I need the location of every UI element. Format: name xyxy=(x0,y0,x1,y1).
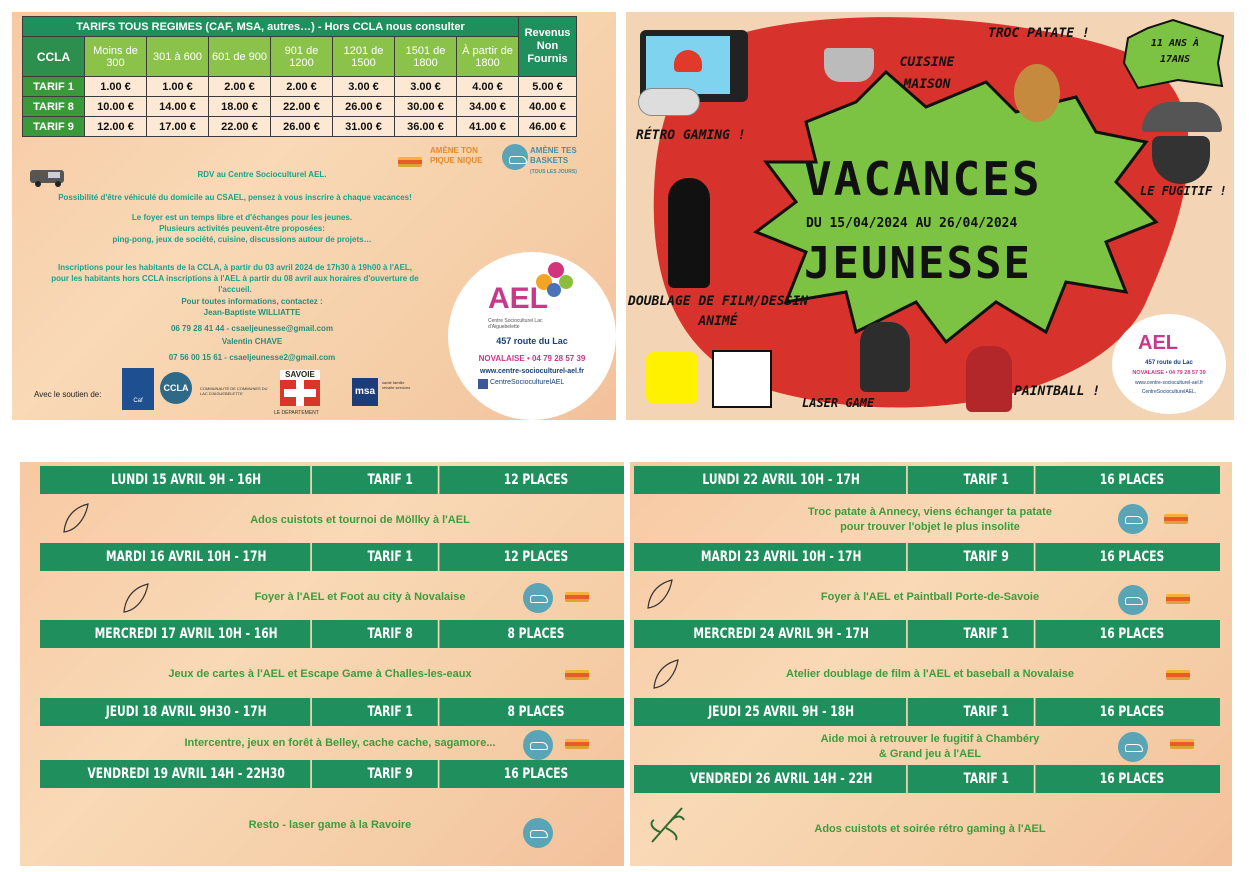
day-bar xyxy=(40,698,624,726)
shoe-icon xyxy=(1118,504,1148,534)
ael-logo-circle xyxy=(448,252,616,420)
contact-name-1: Jean-Baptiste WILLIATTE xyxy=(203,308,301,317)
amene-pique-nique: AMÈNE TON PIQUE NIQUE xyxy=(430,146,483,165)
cell: 26.00 € xyxy=(333,97,395,117)
day-bar xyxy=(40,760,624,788)
cell: 40.00 € xyxy=(519,97,577,117)
leaf-icon xyxy=(644,578,674,612)
shoe-icon xyxy=(523,730,553,760)
amene-baskets-label: AMÈNE TES BASKETS xyxy=(530,146,577,165)
col-header: 1201 de 1500 xyxy=(333,37,395,77)
shoe-icon xyxy=(1118,732,1148,762)
inscription-line3: l'accueil. xyxy=(218,285,252,294)
shoe-icon xyxy=(523,583,553,613)
day-places: 16 PLACES xyxy=(1099,626,1165,642)
cooking-pot-icon xyxy=(824,48,874,82)
cell: 34.00 € xyxy=(457,97,519,117)
ael-logo-small xyxy=(1112,314,1226,414)
leaf-icon xyxy=(650,658,680,692)
poster-retro: RÉTRO GAMING ! xyxy=(636,128,746,143)
ael-facebook[interactable]: CentreSocioculturelAEL xyxy=(490,379,565,386)
day-places: 8 PLACES xyxy=(507,704,565,720)
msa-logo: msa xyxy=(352,378,378,406)
rdv-text: RDV au Centre Socioculturel AEL. xyxy=(197,170,327,179)
day-label: LUNDI 15 AVRIL 9H - 16H xyxy=(62,466,312,494)
table-row xyxy=(23,77,577,97)
cell: 2.00 € xyxy=(209,77,271,97)
cell: 1.00 € xyxy=(85,77,147,97)
ael-web-small[interactable]: www.centre-socioculturel-ael.fr xyxy=(1134,380,1204,386)
shoe-icon xyxy=(523,818,553,848)
cell: 2.00 € xyxy=(271,77,333,97)
day-tarif: TARIF 8 xyxy=(343,620,440,648)
amene-baskets xyxy=(530,146,588,177)
foyer-line1: Le foyer est un temps libre et d'échanges pour les jeunes. xyxy=(131,213,353,222)
col-header: 1501 de 1800 xyxy=(395,37,457,77)
row-label: TARIF 8 xyxy=(23,97,85,117)
col-header: 601 de 900 xyxy=(209,37,271,77)
day-activity: Intercentre, jeux en forêt à Belley, cache cache, sagamore... xyxy=(184,737,496,749)
caf-logo-text: Caf xyxy=(133,398,143,404)
cell: 22.00 € xyxy=(209,117,271,137)
day-tarif: TARIF 1 xyxy=(939,765,1036,793)
day-bar xyxy=(40,466,624,494)
contact-phone-1: 06 79 28 41 44 - csaeljeunesse@gmail.com xyxy=(170,324,334,333)
ccla-header: CCLA xyxy=(23,37,85,77)
day-places: 16 PLACES xyxy=(1099,704,1165,720)
cell: 36.00 € xyxy=(395,117,457,137)
sandwich-icon xyxy=(1166,670,1190,680)
cell: 46.00 € xyxy=(519,117,577,137)
cell: 5.00 € xyxy=(519,77,577,97)
vehicule-text: Possibilité d'être véhiculé du domicile au CSAEL, pensez à vous inscrire à chaque vacances! xyxy=(58,193,412,202)
ael-address: 457 route du Lac xyxy=(496,336,568,346)
day-bar xyxy=(634,765,1220,793)
day-tarif: TARIF 9 xyxy=(343,760,440,788)
col-header: Moins de 300 xyxy=(85,37,147,77)
inscription-line2: pour les habitants hors CCLA inscriptions à l'AEL à partir du 08 avril aux horaires d'ouverture de xyxy=(51,274,419,283)
table-row xyxy=(23,117,577,137)
col-header: À partir de 1800 xyxy=(457,37,519,77)
cell: 31.00 € xyxy=(333,117,395,137)
col-header: 301 à 600 xyxy=(147,37,209,77)
poster-fugitif: LE FUGITIF ! xyxy=(1140,184,1227,198)
day-tarif: TARIF 1 xyxy=(343,698,440,726)
hat-icon xyxy=(1142,102,1222,132)
day-activity: Atelier doublage de film à l'AEL et baseball a Novalaise xyxy=(786,668,1074,680)
day-activity: Troc patate à Annecy, viens échanger ta patate xyxy=(808,506,1052,518)
soutien-label: Avec le soutien de: xyxy=(34,390,102,399)
cell: 30.00 € xyxy=(395,97,457,117)
snapchat-qr-icon[interactable] xyxy=(646,352,698,404)
cell: 22.00 € xyxy=(271,97,333,117)
inscription-line1: Inscriptions pour les habitants de la CCLA, à partir du 03 avril 2024 de 17h30 à 19h00 à l'AEL, xyxy=(57,263,413,272)
poster-panel xyxy=(626,12,1234,420)
day-label: MARDI 23 AVRIL 10H - 17H xyxy=(656,543,908,571)
amene-baskets-sub: (TOUS LES JOURS) xyxy=(530,169,577,175)
day-places: 16 PLACES xyxy=(503,766,569,782)
contact-label: Pour toutes informations, contactez : xyxy=(181,297,323,306)
day-activity: Jeux de cartes à l'AEL et Escape Game à Challes-les-eaux xyxy=(168,668,472,680)
poster-doublage: DOUBLAGE DE FILM/DESSIN ANIMÉ xyxy=(628,294,809,329)
caf-logo xyxy=(122,368,154,410)
cell: 3.00 € xyxy=(395,77,457,97)
day-bar xyxy=(634,620,1220,648)
day-label: MARDI 16 AVRIL 10H - 17H xyxy=(62,543,312,571)
paintball-player-icon xyxy=(966,346,1012,412)
savoie-logo xyxy=(280,370,320,406)
instagram-qr-icon[interactable] xyxy=(712,350,772,408)
potato-icon xyxy=(1014,64,1060,122)
day-activity-line2: pour trouver l'objet le plus insolite xyxy=(840,521,1020,533)
savoie-sub: LE DÉPARTEMENT xyxy=(274,410,319,416)
sandwich-icon xyxy=(398,157,422,167)
foyer-line3: ping-pong, jeux de société, cuisine, discussions autour de projets… xyxy=(112,235,372,244)
cell: 1.00 € xyxy=(147,77,209,97)
shoe-icon xyxy=(502,144,528,170)
contact-name-2: Valentin CHAVE xyxy=(221,337,283,346)
day-places: 16 PLACES xyxy=(1099,549,1165,565)
leaf-icon xyxy=(120,582,150,616)
poster-title-jeunesse: JEUNESSE xyxy=(804,238,1032,289)
ael-sub: Centre Socioculturel Lac d'Aiguebelette xyxy=(488,318,543,330)
day-activity-line2: & Grand jeu à l'AEL xyxy=(878,748,982,760)
day-label: JEUDI 18 AVRIL 9H30 - 17H xyxy=(62,698,312,726)
row-label: TARIF 9 xyxy=(23,117,85,137)
ael-web[interactable]: www.centre-socioculturel-ael.fr xyxy=(480,368,584,375)
day-activity: Ados cuistots et tournoi de Möllky à l'AEL xyxy=(250,514,470,526)
cell: 18.00 € xyxy=(209,97,271,117)
ael-address-small: 457 route du Lac xyxy=(1145,360,1193,366)
ael-phone-small: NOVALAISE • 04 79 28 57 39 xyxy=(1132,370,1206,376)
day-label: LUNDI 22 AVRIL 10H - 17H xyxy=(656,466,908,494)
table-row xyxy=(23,97,577,117)
cell: 10.00 € xyxy=(85,97,147,117)
day-places: 16 PLACES xyxy=(1099,771,1165,787)
day-label: VENDREDI 19 AVRIL 14H - 22H30 xyxy=(62,760,312,788)
day-tarif: TARIF 1 xyxy=(939,466,1036,494)
sandwich-icon xyxy=(565,739,589,749)
day-label: JEUDI 25 AVRIL 9H - 18H xyxy=(656,698,908,726)
dubbing-actor-icon xyxy=(668,178,710,288)
day-bar xyxy=(634,698,1220,726)
savoie-label: SAVOIE xyxy=(280,370,320,380)
day-activity: Resto - laser game à la Ravoire xyxy=(248,819,412,831)
facebook-icon xyxy=(478,379,488,389)
poster-troc: TROC PATATE ! xyxy=(988,26,1090,41)
day-label: MERCREDI 17 AVRIL 10H - 16H xyxy=(62,620,312,648)
poster-age: 11 ANS À 17ANS xyxy=(1150,38,1200,65)
day-activity: Aide moi à retrouver le fugitif à Chambéry xyxy=(820,733,1040,745)
day-bar xyxy=(634,543,1220,571)
day-places: 16 PLACES xyxy=(1099,472,1165,488)
cell: 12.00 € xyxy=(85,117,147,137)
day-activity: Ados cuistots et soirée rétro gaming à l'AEL xyxy=(814,823,1046,835)
day-tarif: TARIF 9 xyxy=(939,543,1036,571)
day-label: MERCREDI 24 AVRIL 9H - 17H xyxy=(656,620,908,648)
day-label: VENDREDI 26 AVRIL 14H - 22H xyxy=(656,765,908,793)
cell: 4.00 € xyxy=(457,77,519,97)
laser-soldier-icon xyxy=(860,322,910,392)
day-bar xyxy=(634,466,1220,494)
sandwich-icon xyxy=(1164,514,1188,524)
plant-icon xyxy=(646,802,690,846)
poster-title-vacances: VACANCES xyxy=(804,152,1042,206)
foyer-line2: Plusieurs activités peuvent-être proposées: xyxy=(159,224,325,233)
day-bar xyxy=(40,620,624,648)
day-tarif: TARIF 1 xyxy=(343,543,440,571)
ael-phone: NOVALAISE • 04 79 28 57 39 xyxy=(478,354,586,363)
day-tarif: TARIF 1 xyxy=(939,620,1036,648)
sandwich-icon xyxy=(565,592,589,602)
poster-cuisine: CUISINE MAISON xyxy=(899,55,955,92)
sandwich-icon xyxy=(1170,739,1194,749)
ael-name: AEL xyxy=(488,282,548,315)
cell: 14.00 € xyxy=(147,97,209,117)
schedule-week1 xyxy=(20,462,624,866)
revenus-header: Revenus Non Fournis xyxy=(519,17,577,77)
msa-sub: santé famille retraite services xyxy=(382,380,411,390)
leaf-icon xyxy=(60,502,90,536)
poster-paintball: PAINTBALL ! xyxy=(1014,384,1101,399)
shoe-icon xyxy=(1118,585,1148,615)
contact-phone-2: 07 56 00 15 61 - csaeljeunesse2@gmail.com xyxy=(168,353,336,362)
cell: 17.00 € xyxy=(147,117,209,137)
day-places: 12 PLACES xyxy=(503,549,569,565)
ael-name-small: AEL xyxy=(1138,332,1178,354)
tarifs-panel xyxy=(12,12,616,420)
ccla-logo: CCLA xyxy=(160,372,192,404)
ccla-sub: COMMUNAUTÉ DE COMMUNES DU LAC D'AIGUEBELETTE xyxy=(200,386,268,396)
row-label: TARIF 1 xyxy=(23,77,85,97)
poster-dates: DU 15/04/2024 AU 26/04/2024 xyxy=(806,216,1018,231)
poster-laser: LASER GAME xyxy=(802,396,875,410)
van-icon xyxy=(28,164,68,190)
cell: 3.00 € xyxy=(333,77,395,97)
tarif-title: TARIFS TOUS REGIMES (CAF, MSA, autres…) - Hors CCLA nous consulter xyxy=(23,17,519,37)
day-activity: Foyer à l'AEL et Foot au city à Novalaise xyxy=(254,591,466,603)
day-places: 8 PLACES xyxy=(507,626,565,642)
col-header: 901 de 1200 xyxy=(271,37,333,77)
day-tarif: TARIF 1 xyxy=(939,698,1036,726)
schedule-week2 xyxy=(630,462,1232,866)
day-bar xyxy=(40,543,624,571)
day-activity: Foyer à l'AEL et Paintball Porte-de-Savoie xyxy=(820,591,1040,603)
cell: 26.00 € xyxy=(271,117,333,137)
sandwich-icon xyxy=(1166,594,1190,604)
sandwich-icon xyxy=(565,670,589,680)
tarif-table xyxy=(22,16,577,137)
gamepad-icon xyxy=(638,88,700,116)
day-places: 12 PLACES xyxy=(503,472,569,488)
day-tarif: TARIF 1 xyxy=(343,466,440,494)
cell: 41.00 € xyxy=(457,117,519,137)
ael-facebook-small[interactable]: CentreSocioculturelAEL. xyxy=(1141,389,1197,395)
